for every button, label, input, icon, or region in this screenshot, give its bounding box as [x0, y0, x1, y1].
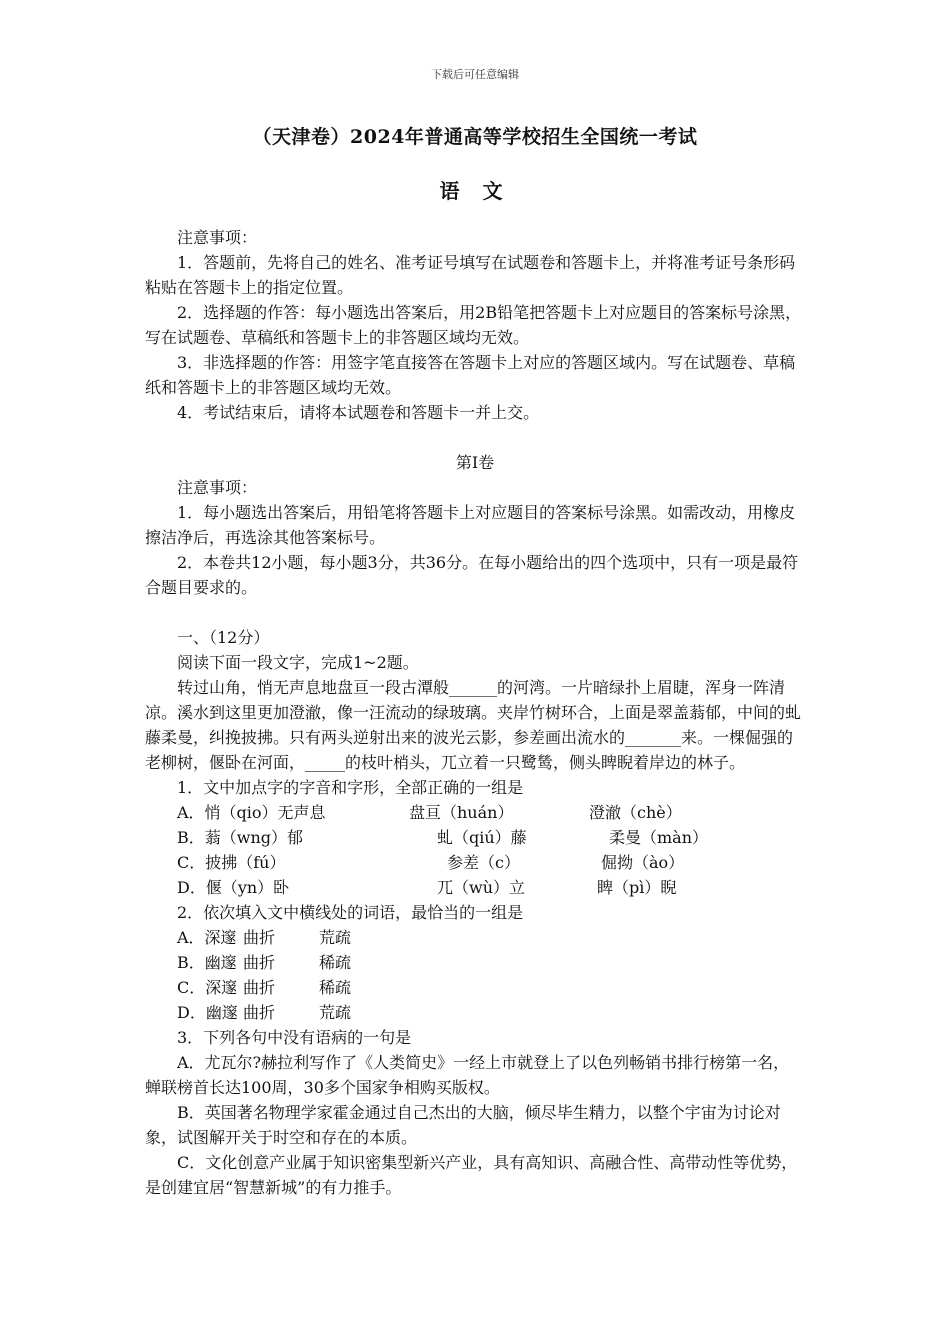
- option-part: 倔拗（ào）: [601, 853, 685, 872]
- option-part: 曲折: [243, 928, 276, 947]
- exam-body: [145, 225, 805, 1200]
- option-part: 稀疏: [319, 978, 352, 997]
- header-note: 下载后可任意编辑: [431, 68, 519, 81]
- option-part: 虬（qiú）藤: [437, 828, 527, 847]
- option-part: 兀（wù）立: [437, 878, 526, 897]
- notice-item: 2．选择题的作答：每小题选出答案后，用2B铅笔把答题卡上对应题目的答案标号涂黑，写在试题卷、草稿纸和答题卡上的非答题区域均无效。: [145, 303, 802, 347]
- subject-title: 语 文: [439, 179, 511, 203]
- option-part: 柔曼（màn）: [609, 828, 709, 847]
- option-part: 曲折: [243, 978, 276, 997]
- notice-item: 1．答题前，先将自己的姓名、准考证号填写在试题卷和答题卡上，并将准考证号条形码粘贴在答题卡上的指定位置。: [145, 253, 796, 297]
- question-3-option-c: C．文化创意产业属于知识密集型新兴产业，具有高知识、高融合性、高带动性等优势，是创建宜居“智慧新城”的有力推手。: [145, 1153, 798, 1197]
- question-2-stem: 2．依次填入文中横线处的词语，最恰当的一组是: [177, 903, 524, 922]
- part1-title: 第Ⅰ卷: [455, 453, 495, 472]
- option-part: C．披拂（fú）: [177, 853, 286, 872]
- notice-item: 4．考试结束后，请将本试题卷和答题卡一并上交。: [177, 403, 540, 422]
- option-part: 荒疏: [319, 928, 352, 947]
- question-3-option-a: A．尤瓦尔?赫拉利写作了《人类简史》一经上市就登上了以色列畅销书排行榜第一名，蝉联榜首长达100周，30多个国家争相购买版权。: [145, 1053, 790, 1097]
- option-part: 参差（c）: [447, 853, 520, 872]
- option-part: A．深邃: [177, 928, 237, 947]
- option-part: 曲折: [243, 1003, 276, 1022]
- question-2-option-b: [145, 950, 805, 975]
- section1-heading: 一、（12分）: [177, 628, 270, 647]
- option-part: D．偃（yn）卧: [177, 878, 290, 897]
- question-2-option-c: [145, 975, 805, 1000]
- question-1-option-b: [145, 825, 805, 850]
- option-part: A．悄（qio）无声息: [177, 803, 326, 822]
- part1-item: 2．本卷共12小题，每小题3分，共36分。在每小题给出的四个选项中，只有一项是最符合题目要求的。: [145, 553, 799, 597]
- option-part: 荒疏: [319, 1003, 352, 1022]
- option-part: D．幽邃: [177, 1003, 238, 1022]
- option-part: B．幽邃: [177, 953, 237, 972]
- notice-item: 3．非选择题的作答：用签字笔直接答在答题卡上对应的答题区域内。写在试题卷、草稿纸和答题卡上的非答题区域均无效。: [145, 353, 796, 397]
- notice-heading: 注意事项：: [177, 228, 258, 247]
- option-part: C．深邃: [177, 978, 238, 997]
- question-1-option-c: [145, 850, 805, 875]
- option-part: B．蓊（wng）郁: [177, 828, 304, 847]
- question-2-option-a: [145, 925, 805, 950]
- reading-passage: 转过山角，悄无声息地盘亘一段古潭般______的河湾。一片暗绿扑上眉睫，浑身一阵清凉。溪水到这里更加澄澈，像一汪流动的绿玻璃。夹岸竹树环合，上面是翠盖蓊郁，中间的虬藤柔曼，纠挽披拂。只有两头逆射出来的波光云影，参差画出流水的_______来。一棵倔强的老柳树，偃卧在河面，_____的枝叶梢头，兀立着一只鹭鸶，侧头睥睨着岸边的林子。: [145, 678, 802, 772]
- option-part: 睥（pì）睨: [597, 878, 677, 897]
- question-3-stem: 3．下列各句中没有语病的一句是: [177, 1028, 412, 1047]
- question-3-option-b: B．英国著名物理学家霍金通过自己杰出的大脑，倾尽毕生精力，以整个宇宙为讨论对象，试图解开关于时空和存在的本质。: [145, 1103, 781, 1147]
- option-part: 曲折: [243, 953, 276, 972]
- question-1-option-d: [145, 875, 805, 900]
- part1-item: 1．每小题选出答案后，用铅笔将答题卡上对应题目的答案标号涂黑。如需改动，用橡皮擦洁净后，再选涂其他答案标号。: [145, 503, 796, 547]
- section1-instruction: 阅读下面一段文字，完成1~2题。: [177, 653, 419, 672]
- question-1-stem: 1．文中加点字的字音和字形，全部正确的一组是: [177, 778, 524, 797]
- option-part: 稀疏: [319, 953, 352, 972]
- question-2-option-d: [145, 1000, 805, 1025]
- exam-title: （天津卷）2024年普通高等学校招生全国统一考试: [252, 126, 698, 148]
- part1-heading: 注意事项：: [177, 478, 258, 497]
- option-part: 盘亘（huán）: [409, 803, 514, 822]
- question-1-option-a: [145, 800, 805, 825]
- option-part: 澄澈（chè）: [589, 803, 682, 822]
